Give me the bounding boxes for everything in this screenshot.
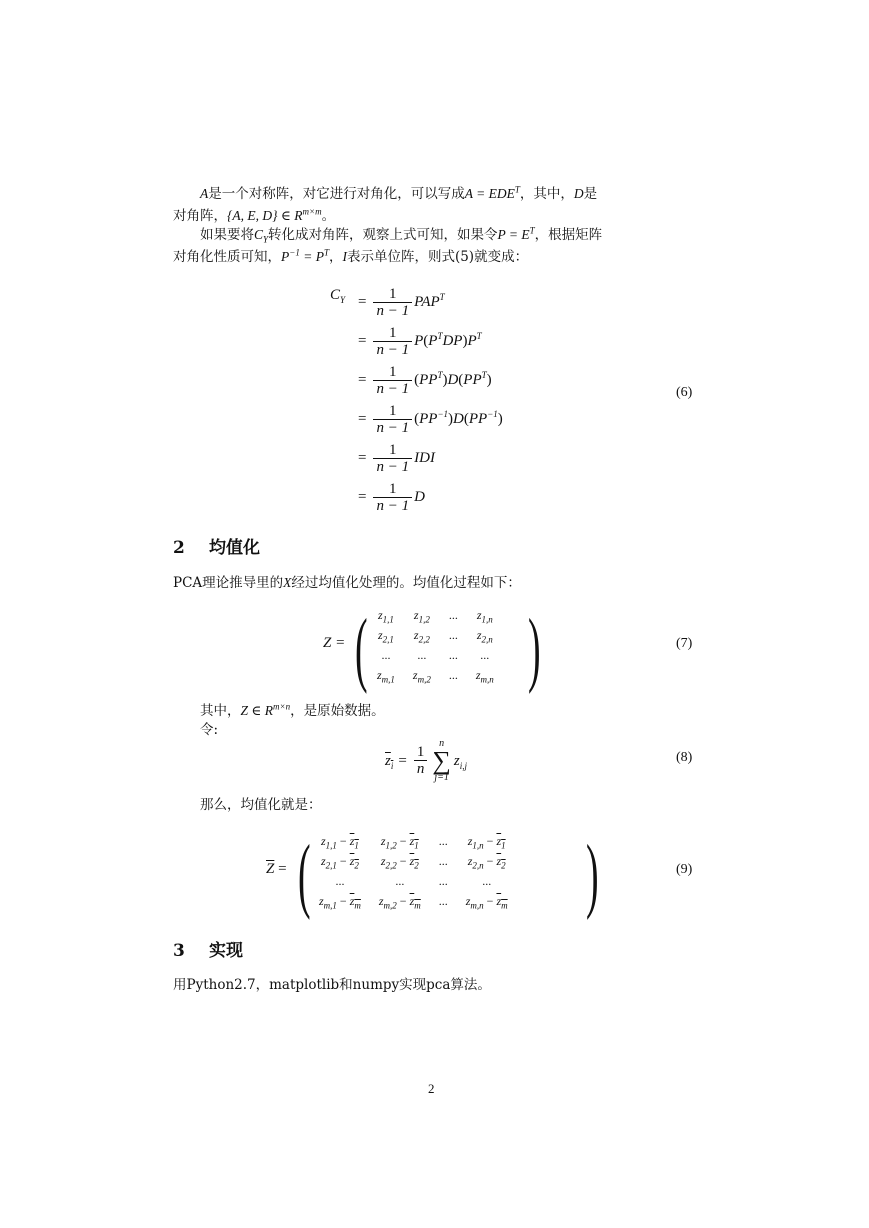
paragraph-let	[200, 719, 218, 741]
equation-number: (7)	[676, 636, 693, 651]
matrix-cell: ...	[417, 647, 427, 662]
equation-rhs: D	[414, 489, 425, 505]
fraction	[373, 365, 412, 397]
equation-line	[358, 322, 482, 361]
fraction-numerator: 1	[414, 745, 428, 761]
fraction-denominator: n − 1	[376, 380, 410, 397]
paragraph-then	[200, 794, 322, 816]
math-expr: A = EDE	[464, 186, 515, 201]
math-sup: T	[529, 225, 535, 236]
matrix-row	[310, 831, 517, 851]
matrix-cell: $z_{2,2} - z_2$	[380, 853, 419, 870]
text-run: 。	[321, 208, 336, 224]
fraction-denominator: n − 1	[376, 458, 410, 475]
math-sup: T	[323, 247, 329, 258]
math-expr: {A, E, D} ∈ R	[227, 208, 303, 223]
text-run: 其中，	[200, 703, 241, 719]
equation-number: (8)	[676, 750, 693, 765]
equation-line	[358, 283, 445, 322]
matrix-left-paren: (	[298, 828, 311, 921]
text-run: 用Python2.7，matplotlib和numpy实现pca算法。	[173, 977, 491, 993]
text-run: ，根据矩阵	[534, 227, 603, 243]
math-var: C	[330, 287, 341, 303]
section-number: 2	[173, 538, 185, 558]
equation-line	[358, 361, 492, 400]
fraction	[373, 326, 412, 358]
equals-sign: =	[358, 411, 367, 427]
text-run: 那么，均值化就是：	[200, 797, 322, 813]
matrix-cell: $z_{m,n}$	[475, 667, 494, 684]
matrix-cell: ...	[438, 893, 448, 908]
equation-line	[358, 478, 425, 517]
matrix-cell: ...	[482, 873, 492, 888]
matrix-cell: $z_{m,2} - z_m$	[378, 893, 421, 910]
text-run: 如果要将	[200, 227, 254, 243]
text-run: 转化成对角阵，观察上式可知，如果令	[268, 227, 498, 243]
paragraph-diagonalize	[173, 224, 703, 268]
fraction-numerator: 1	[373, 365, 412, 381]
equation-rhs: $P(P^TDP)P^T$	[414, 331, 482, 349]
matrix-cell: $z_{m,1}$	[377, 667, 395, 684]
matrix-cell: $z_{1,2}$	[413, 607, 430, 624]
equals-sign: =	[358, 489, 367, 505]
matrix-cell: $z_{2,n}$	[476, 627, 493, 644]
equation-rhs: $(PP^T)D(PP^T)$	[414, 370, 492, 388]
section-heading-3	[173, 936, 243, 961]
text-run: 是	[583, 186, 598, 202]
matrix-cell: $z_{m,n} - z_m$	[465, 893, 508, 910]
math-var: z	[453, 752, 460, 769]
matrix-row	[368, 665, 503, 685]
matrix-cell: $z_{1,n} - z_1$	[467, 833, 506, 850]
math-var: z	[385, 752, 391, 769]
matrix-row	[310, 891, 517, 911]
fraction	[373, 287, 412, 319]
fraction-denominator: n − 1	[376, 419, 410, 436]
math-sub: Y	[340, 295, 346, 305]
matrix-row	[368, 605, 503, 625]
matrix-cell: $z_{2,1} - z_2$	[321, 853, 359, 870]
matrix-cell: ...	[448, 647, 458, 662]
equation-lhs	[266, 861, 287, 878]
fraction	[373, 404, 412, 436]
sum-lower: j=1	[434, 772, 449, 783]
equation-number: (6)	[676, 385, 693, 400]
equation-rhs: $PAP^T$	[414, 292, 445, 310]
math-var: C	[254, 227, 264, 242]
equation-8	[385, 736, 467, 786]
page-number: 2	[428, 1081, 435, 1096]
section-heading-2	[173, 533, 260, 558]
equation-lhs: Z =	[323, 635, 346, 651]
equals-sign: =	[398, 752, 407, 769]
math-var: A	[200, 186, 209, 201]
matrix-right-paren: )	[528, 602, 541, 695]
fraction-numerator: 1	[373, 326, 412, 342]
paragraph-implementation	[173, 974, 491, 996]
matrix-table	[310, 831, 517, 911]
text-run: ，	[328, 249, 343, 265]
math-var: I	[342, 249, 347, 264]
matrix-cell: $z_{1,2} - z_1$	[380, 833, 419, 850]
paragraph-line	[173, 183, 703, 205]
fraction-numerator: 1	[373, 482, 412, 498]
matrix-cell: ...	[438, 853, 448, 868]
matrix-row	[368, 625, 503, 645]
matrix-cell: $z_{2,2}$	[413, 627, 430, 644]
math-sub: i	[390, 760, 394, 771]
paragraph-where	[200, 700, 385, 722]
math-var: $\overline{Z}$	[266, 861, 275, 877]
matrix-right-paren: )	[586, 828, 599, 921]
fraction	[373, 482, 412, 514]
equation-rhs: $(PP^{-1})D(PP^{-1})$	[414, 409, 503, 427]
sum-upper: n	[439, 738, 445, 749]
fraction-denominator: n − 1	[376, 341, 410, 358]
matrix-cell: ...	[395, 873, 405, 888]
matrix-cell: ...	[381, 647, 391, 662]
matrix-row	[310, 871, 517, 891]
paragraph-symmetric-matrix	[173, 183, 703, 227]
equation-lhs	[330, 287, 345, 304]
section-title: 实现	[209, 941, 243, 961]
fraction-denominator: n − 1	[376, 302, 410, 319]
equation-number: (9)	[676, 862, 693, 877]
math-sup: −1	[289, 247, 300, 258]
matrix-cell: $z_{1,1} - z_1$	[321, 833, 359, 850]
matrix	[310, 831, 517, 911]
matrix-cell: $z_{1,n}$	[476, 607, 493, 624]
matrix	[368, 605, 503, 685]
math-expr: = P	[299, 249, 324, 264]
matrix-cell: $z_{2,n} - z_2$	[467, 853, 506, 870]
matrix-row	[368, 645, 503, 665]
math-expr: P	[281, 249, 290, 264]
matrix-cell: $z_{1,1}$	[378, 607, 394, 624]
math-expr: Z ∈ R	[240, 703, 273, 718]
equation-rhs: IDI	[414, 450, 435, 466]
text-run: PCA理论推导里的	[173, 575, 284, 591]
equation-line	[358, 439, 435, 478]
equals-sign: =	[358, 333, 367, 349]
matrix-cell: ...	[448, 667, 458, 682]
text-run: 表示单位阵，则式(5)就变成：	[346, 249, 529, 265]
equals-sign: =	[358, 372, 367, 388]
math-sup: T	[514, 184, 520, 195]
equation-line	[358, 400, 503, 439]
matrix-cell: $z_{m,2}$	[412, 667, 431, 684]
math-var: D	[573, 186, 584, 201]
matrix-cell: ...	[448, 627, 458, 642]
sum-term	[454, 753, 467, 770]
equals-sign: =	[358, 294, 367, 310]
fraction	[373, 443, 412, 475]
section-title: 均值化	[209, 538, 260, 558]
math-sub: Y	[263, 234, 269, 245]
text-run: 是一个对称阵，对它进行对角化，可以写成	[208, 186, 465, 202]
text-run: 对角化性质可知，	[173, 249, 281, 265]
text-run: 对角阵，	[173, 208, 227, 224]
math-sup: m×n	[273, 701, 291, 712]
matrix-cell: ...	[480, 647, 490, 662]
fraction-denominator: n − 1	[376, 497, 410, 514]
text-run: 经过均值化处理的。均值化过程如下：	[291, 575, 521, 591]
equals-sign: =	[358, 450, 367, 466]
matrix-row	[310, 851, 517, 871]
math-expr: P = E	[497, 227, 530, 242]
equals-sign: =	[274, 861, 287, 877]
fraction	[414, 745, 428, 777]
paragraph-line	[173, 246, 703, 268]
section-number: 3	[173, 941, 185, 961]
matrix-left-paren: (	[355, 602, 368, 695]
fraction-numerator: 1	[373, 443, 412, 459]
matrix-cell: $z_{2,1}$	[378, 627, 394, 644]
matrix-cell: ...	[448, 607, 458, 622]
summation	[432, 739, 451, 783]
fraction-numerator: 1	[373, 404, 412, 420]
math-var: X	[283, 575, 292, 590]
sigma-icon: ∑	[432, 746, 451, 775]
math-sub: i,j	[459, 760, 467, 771]
matrix-cell: ...	[335, 873, 345, 888]
fraction-numerator: 1	[373, 287, 412, 303]
paragraph-line	[173, 224, 703, 246]
mean-var	[385, 753, 393, 770]
text-run: ，其中，	[519, 186, 574, 202]
matrix-cell: ...	[438, 833, 448, 848]
fraction-denominator: n	[416, 761, 425, 777]
matrix-table	[368, 605, 503, 685]
paragraph-pca-mean	[173, 572, 521, 594]
text-run: ，是原始数据。	[290, 703, 385, 719]
text-run: 令:	[200, 722, 219, 738]
math-sup: m×m	[302, 206, 322, 217]
matrix-cell: $z_{m,1} - z_m$	[319, 893, 361, 910]
matrix-cell: ...	[438, 873, 448, 888]
